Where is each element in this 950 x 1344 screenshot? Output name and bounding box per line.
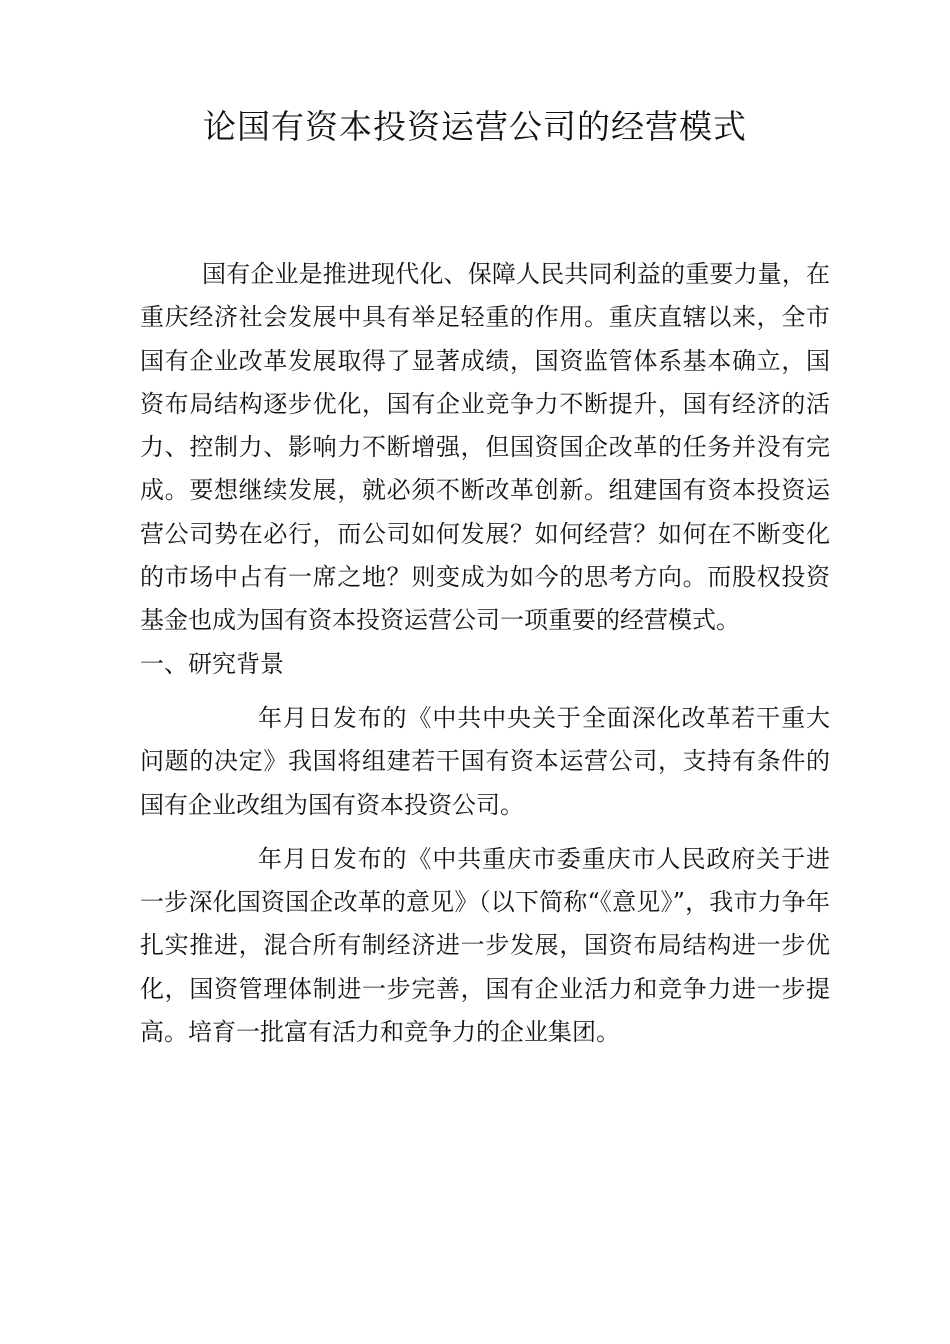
- background-paragraph-2: 年月日发布的《中共重庆市委重庆市人民政府关于进一步深化国资国企改革的意见》（以下简称“《意见》”，我市力争年扎实推进，混合所有制经济进一步发展，国资布局结构进一步优化，国资管理体制进一步完善，国有企业活力和竞争力进一步提高。培育一批富有活力和竞争力的企业集团。: [140, 844, 830, 1047]
- document-title: 论国有资本投资运营公司的经营模式: [203, 107, 747, 146]
- document-body: [140, 253, 830, 1054]
- background-paragraph-1: 年月日发布的《中共中央关于全面深化改革若干重大问题的决定》我国将组建若干国有资本运营公司，支持有条件的国有企业改组为国有资本投资公司。: [140, 703, 830, 819]
- intro-paragraph: 国有企业是推进现代化、保障人民共同利益的重要力量，在重庆经济社会发展中具有举足轻重的作用。重庆直辖以来，全市国有企业改革发展取得了显著成绩，国资监管体系基本确立，国资布局结构逐步优化，国有企业竞争力不断提升，国有经济的活力、控制力、影响力不断增强，但国资国企改革的任务并没有完成。要想继续发展，就必须不断改革创新。组建国有资本投资运营公司势在必行，而公司如何发展？如何经营？如何在不断变化的市场中占有一席之地？则变成为如今的思考方向。而股权投资基金也成为国有资本投资运营公司一项重要的经营模式。: [140, 260, 830, 635]
- section-heading: 一、研究背景: [140, 649, 284, 678]
